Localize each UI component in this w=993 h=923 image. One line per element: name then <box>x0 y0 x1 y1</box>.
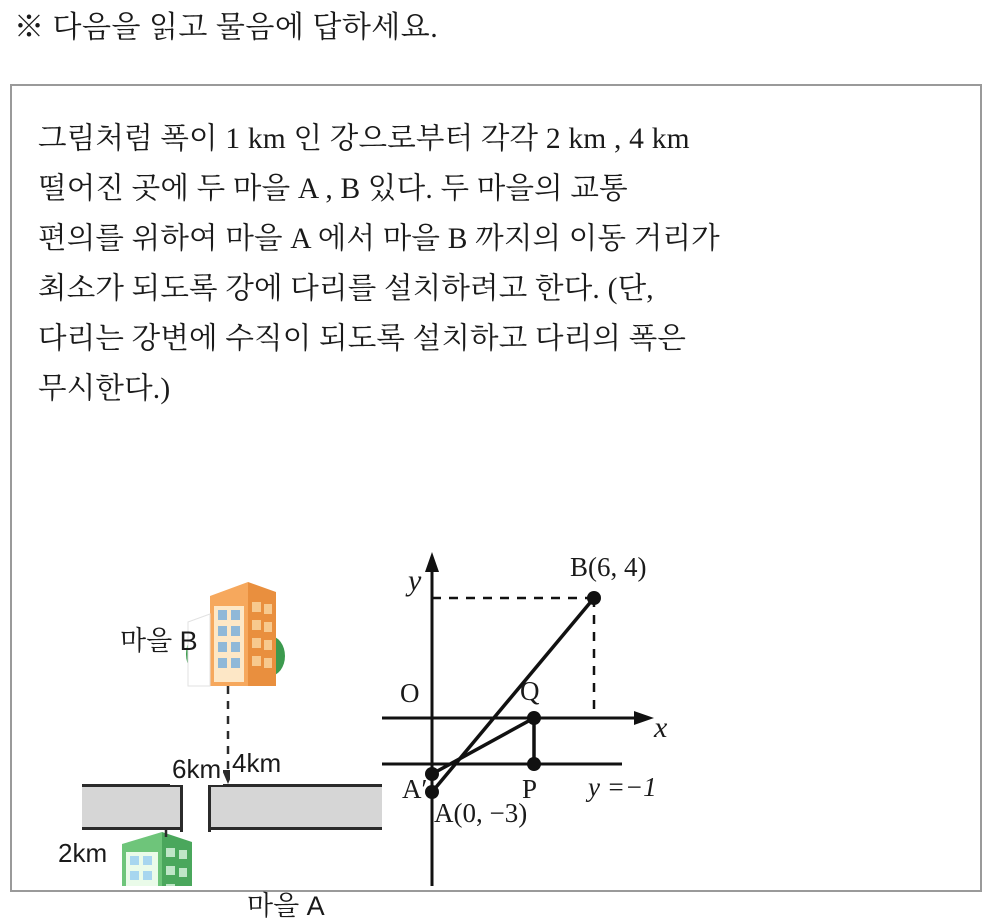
river-illustration <box>58 526 392 921</box>
coordinate-graph <box>382 526 712 886</box>
distance-4km-label: 4km <box>232 748 282 778</box>
bridge-gap <box>182 782 210 832</box>
instruction-text: ※ 다음을 읽고 물음에 답하세요. <box>14 11 439 44</box>
village-b-label: 마을 B <box>120 626 198 656</box>
point-b-label: B(6, 4) <box>570 552 647 582</box>
distance-6km-label: 6km <box>172 754 222 784</box>
point-a-prime-label: A′ <box>402 774 428 804</box>
x-axis-arrow <box>634 711 654 725</box>
figure-area <box>12 526 980 921</box>
problem-box <box>10 84 982 921</box>
river-band <box>82 784 382 830</box>
problem-statement <box>38 114 958 414</box>
bridge-edge-left <box>180 782 183 832</box>
line-equation-label: y =−1 <box>588 772 657 802</box>
x-axis-label: x <box>654 711 668 744</box>
village-a-label: 마을 A <box>247 891 325 921</box>
river-illustration-graphics <box>62 526 402 886</box>
bridge-edge-right <box>208 782 211 832</box>
building-a-icon <box>122 832 192 886</box>
problem-line-4: 최소가 되도록 강에 다리를 설치하려고 한다. (단, <box>38 273 654 305</box>
problem-line-2: 떨어진 곳에 두 마을 A , B 있다. 두 마을의 교통 <box>38 173 628 205</box>
point-b <box>587 591 601 605</box>
point-a-label: A(0, −3) <box>434 798 528 828</box>
coordinate-graph-graphics <box>382 526 712 886</box>
segment-aprime-to-q <box>432 718 534 774</box>
point-q <box>527 711 541 725</box>
point-q-label: Q <box>520 676 540 706</box>
problem-line-3: 편의를 위하여 마을 A 에서 마을 B 까지의 이동 거리가 <box>38 223 720 255</box>
y-axis-arrow <box>425 552 439 572</box>
y-axis-label: y <box>408 564 422 597</box>
point-p-label: P <box>522 774 538 804</box>
problem-line-6: 무시한다.) <box>38 373 171 405</box>
distance-2km-label: 2km <box>58 838 108 868</box>
problem-line-1: 그림처럼 폭이 1 km 인 강으로부터 각각 2 km , 4 km <box>38 123 690 155</box>
origin-label: O <box>400 678 420 708</box>
problem-line-5: 다리는 강변에 수직이 되도록 설치하고 다리의 폭은 <box>38 323 687 355</box>
building-b-icon <box>186 582 285 686</box>
point-p <box>527 757 541 771</box>
